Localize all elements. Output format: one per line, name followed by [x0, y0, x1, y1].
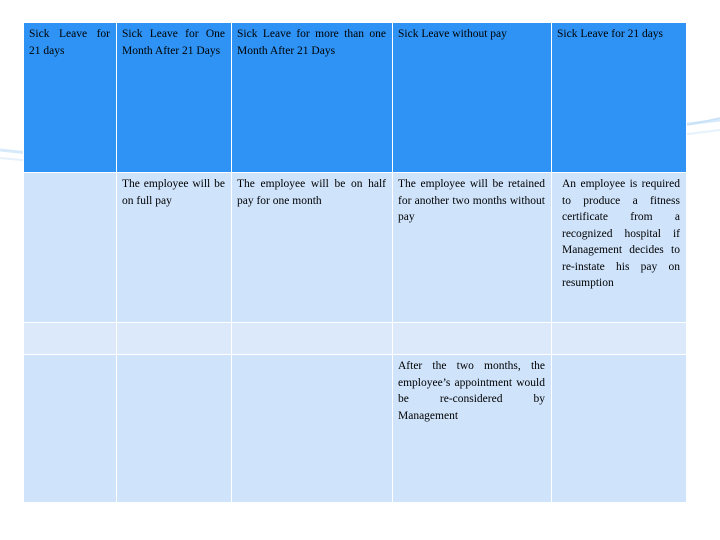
sick-leave-table — [23, 22, 687, 503]
table-row — [24, 355, 687, 503]
table-header-row — [24, 23, 687, 173]
header-cell-sick-leave-21-days: Sick Leave for 21 days — [24, 23, 117, 173]
header-cell-sick-leave-21-days-2: Sick Leave for 21 days — [552, 23, 687, 173]
table-cell — [232, 355, 393, 503]
table-cell — [24, 355, 117, 503]
table-row — [24, 173, 687, 323]
table-row — [24, 323, 687, 355]
header-cell-without-pay: Sick Leave without pay — [393, 23, 552, 173]
header-cell-more-than-one-month: Sick Leave for more than one Month After 21 Days — [232, 23, 393, 173]
table-cell — [232, 323, 393, 355]
table-cell — [24, 323, 117, 355]
table-cell: An employee is required to produce a fitness certificate from a recognized hospital if Management decides to re-instate his pay on resumption — [552, 173, 687, 323]
table-cell: The employee will be on full pay — [117, 173, 232, 323]
table-cell — [117, 323, 232, 355]
table-cell: The employee will be on half pay for one month — [232, 173, 393, 323]
table-cell — [117, 355, 232, 503]
table-cell — [552, 323, 687, 355]
table-cell — [393, 323, 552, 355]
table-cell: The employee will be retained for another two months without pay — [393, 173, 552, 323]
table-cell — [552, 355, 687, 503]
table-cell: After the two months, the employee’s appointment would be re-considered by Management — [393, 355, 552, 503]
table-cell — [24, 173, 117, 323]
header-cell-one-month-after-21-days: Sick Leave for One Month After 21 Days — [117, 23, 232, 173]
